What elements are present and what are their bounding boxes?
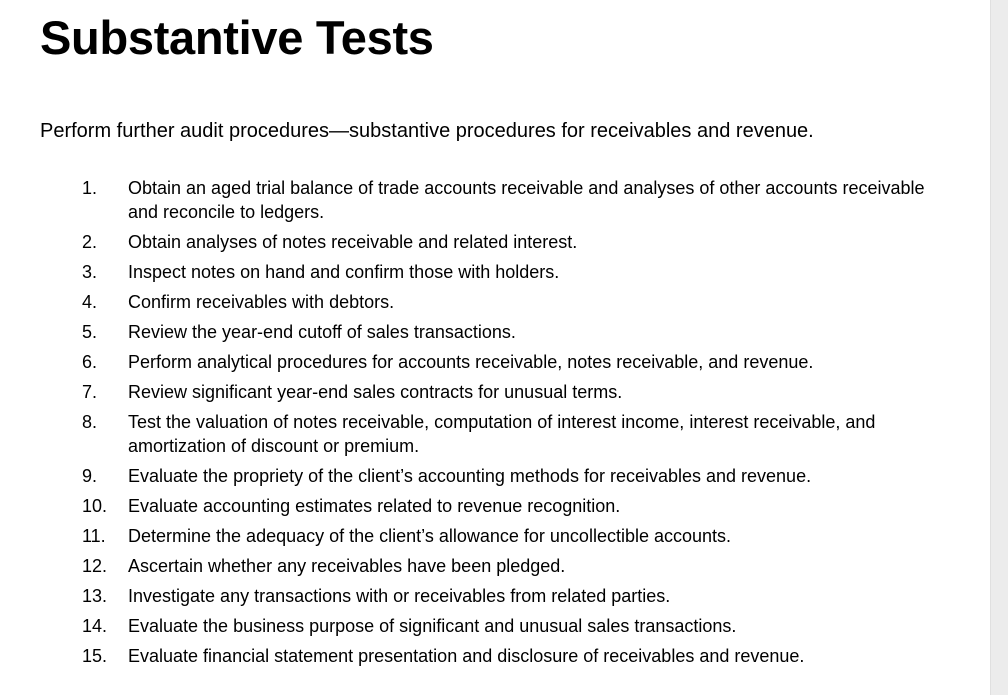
procedure-text: Determine the adequacy of the client’s allowance for uncollectible accounts. [128,526,732,546]
procedure-number: 9. [82,466,98,486]
procedure-item [82,380,942,404]
procedure-item [82,350,942,374]
procedure-number: 10. [82,496,108,516]
procedure-text: Perform analytical procedures for accounts receivable, notes receivable, and revenue. [128,352,814,372]
procedure-item [82,524,942,548]
procedure-number: 1. [82,178,98,198]
page-title: Substantive Tests [40,11,434,64]
procedure-number: 6. [82,352,98,372]
procedure-number: 3. [82,262,98,282]
procedure-number: 14. [82,616,108,636]
procedure-text: Obtain an aged trial balance of trade accounts receivable and analyses of other accounts receivable and reconcile to ledgers. [128,178,925,222]
procedure-text: Evaluate financial statement presentation and disclosure of receivables and revenue. [128,646,805,666]
procedure-item [82,260,942,284]
procedure-number: 7. [82,382,98,402]
intro-text: Perform further audit procedures—substantive procedures for receivables and revenue. [40,120,814,142]
procedure-number: 13. [82,586,108,606]
procedure-item [82,410,942,458]
procedure-number: 5. [82,322,98,342]
procedure-item [82,464,942,488]
procedure-item [82,554,942,578]
vertical-scrollbar[interactable] [990,0,1008,695]
procedure-item [82,230,942,254]
procedure-text: Ascertain whether any receivables have been pledged. [128,556,566,576]
procedure-text: Inspect notes on hand and confirm those with holders. [128,262,560,282]
procedure-number: 8. [82,412,98,432]
procedure-text: Review the year-end cutoff of sales transactions. [128,322,516,342]
procedure-item [82,644,942,668]
procedure-text: Review significant year-end sales contracts for unusual terms. [128,382,623,402]
procedure-item [82,584,942,608]
procedure-text: Evaluate the business purpose of significant and unusual sales transactions. [128,616,737,636]
procedure-item [82,614,942,638]
procedure-text: Confirm receivables with debtors. [128,292,395,312]
procedure-number: 4. [82,292,98,312]
procedure-item [82,494,942,518]
procedure-text: Obtain analyses of notes receivable and related interest. [128,232,578,252]
procedure-text: Evaluate accounting estimates related to revenue recognition. [128,496,621,516]
procedure-text: Investigate any transactions with or receivables from related parties. [128,586,671,606]
procedure-number: 2. [82,232,98,252]
procedure-number: 11. [82,526,106,546]
procedure-item [82,320,942,344]
procedure-text: Evaluate the propriety of the client’s accounting methods for receivables and revenue. [128,466,812,486]
procedure-item [82,176,942,224]
procedure-list [82,176,942,674]
procedure-item [82,290,942,314]
procedure-text: Test the valuation of notes receivable, computation of interest income, interest receivable, and amortization of discount or premium. [128,412,876,456]
procedure-number: 15. [82,646,108,666]
procedure-number: 12. [82,556,108,576]
